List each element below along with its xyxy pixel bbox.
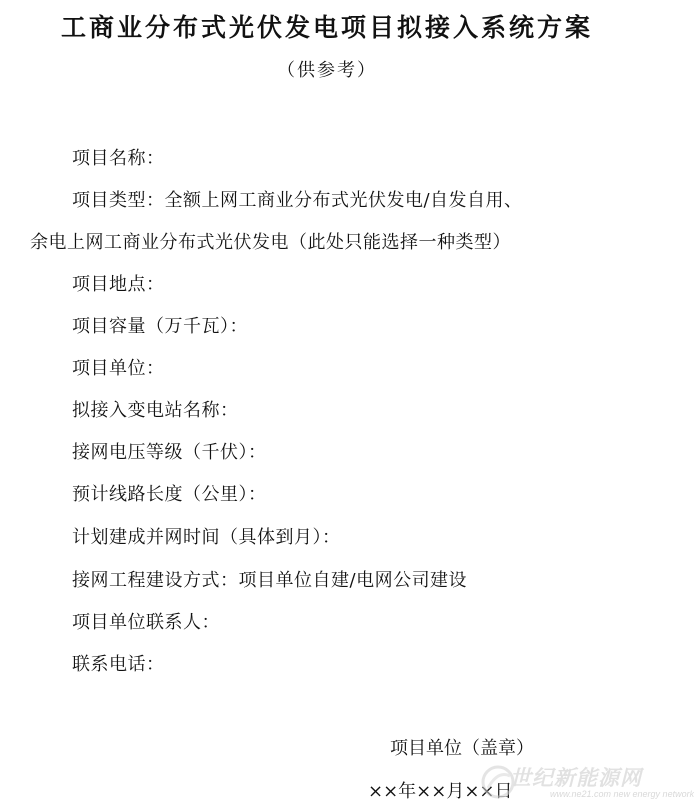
- field-line-length: 预计线路长度（公里）：: [72, 484, 267, 505]
- field-contact-phone: 联系电话：: [72, 654, 165, 675]
- field-project-location: 项目地点：: [72, 274, 165, 295]
- watermark-text-cn: 世纪新能源网: [510, 767, 642, 790]
- field-project-name: 项目名称：: [72, 148, 165, 169]
- watermark: [480, 760, 694, 808]
- document-title: 工商业分布式光伏发电项目拟接入系统方案: [60, 13, 593, 42]
- field-project-type-line1: 项目类型：全额上网工商业分布式光伏发电/自发自用、: [72, 190, 523, 211]
- field-project-unit: 项目单位：: [72, 358, 165, 379]
- field-project-type-line2: 余电上网工商业分布式光伏发电（此处只能选择一种类型）: [30, 232, 511, 253]
- field-project-capacity: 项目容量（万千瓦）：: [72, 316, 248, 337]
- field-substation-name: 拟接入变电站名称：: [72, 400, 239, 421]
- field-grid-time: 计划建成并网时间（具体到月）：: [72, 527, 341, 548]
- document-subtitle: （供参考）: [277, 60, 377, 81]
- signature-unit-seal: 项目单位（盖章）: [390, 738, 534, 759]
- field-voltage-level: 接网电压等级（千伏）：: [72, 442, 267, 463]
- field-construction-method: 接网工程建设方式：项目单位自建/电网公司建设: [72, 570, 468, 591]
- field-contact-person: 项目单位联系人：: [72, 612, 220, 633]
- signature-date: ××年××月××日: [368, 781, 513, 802]
- watermark-text-en: www.ne21.com new energy network: [550, 789, 694, 799]
